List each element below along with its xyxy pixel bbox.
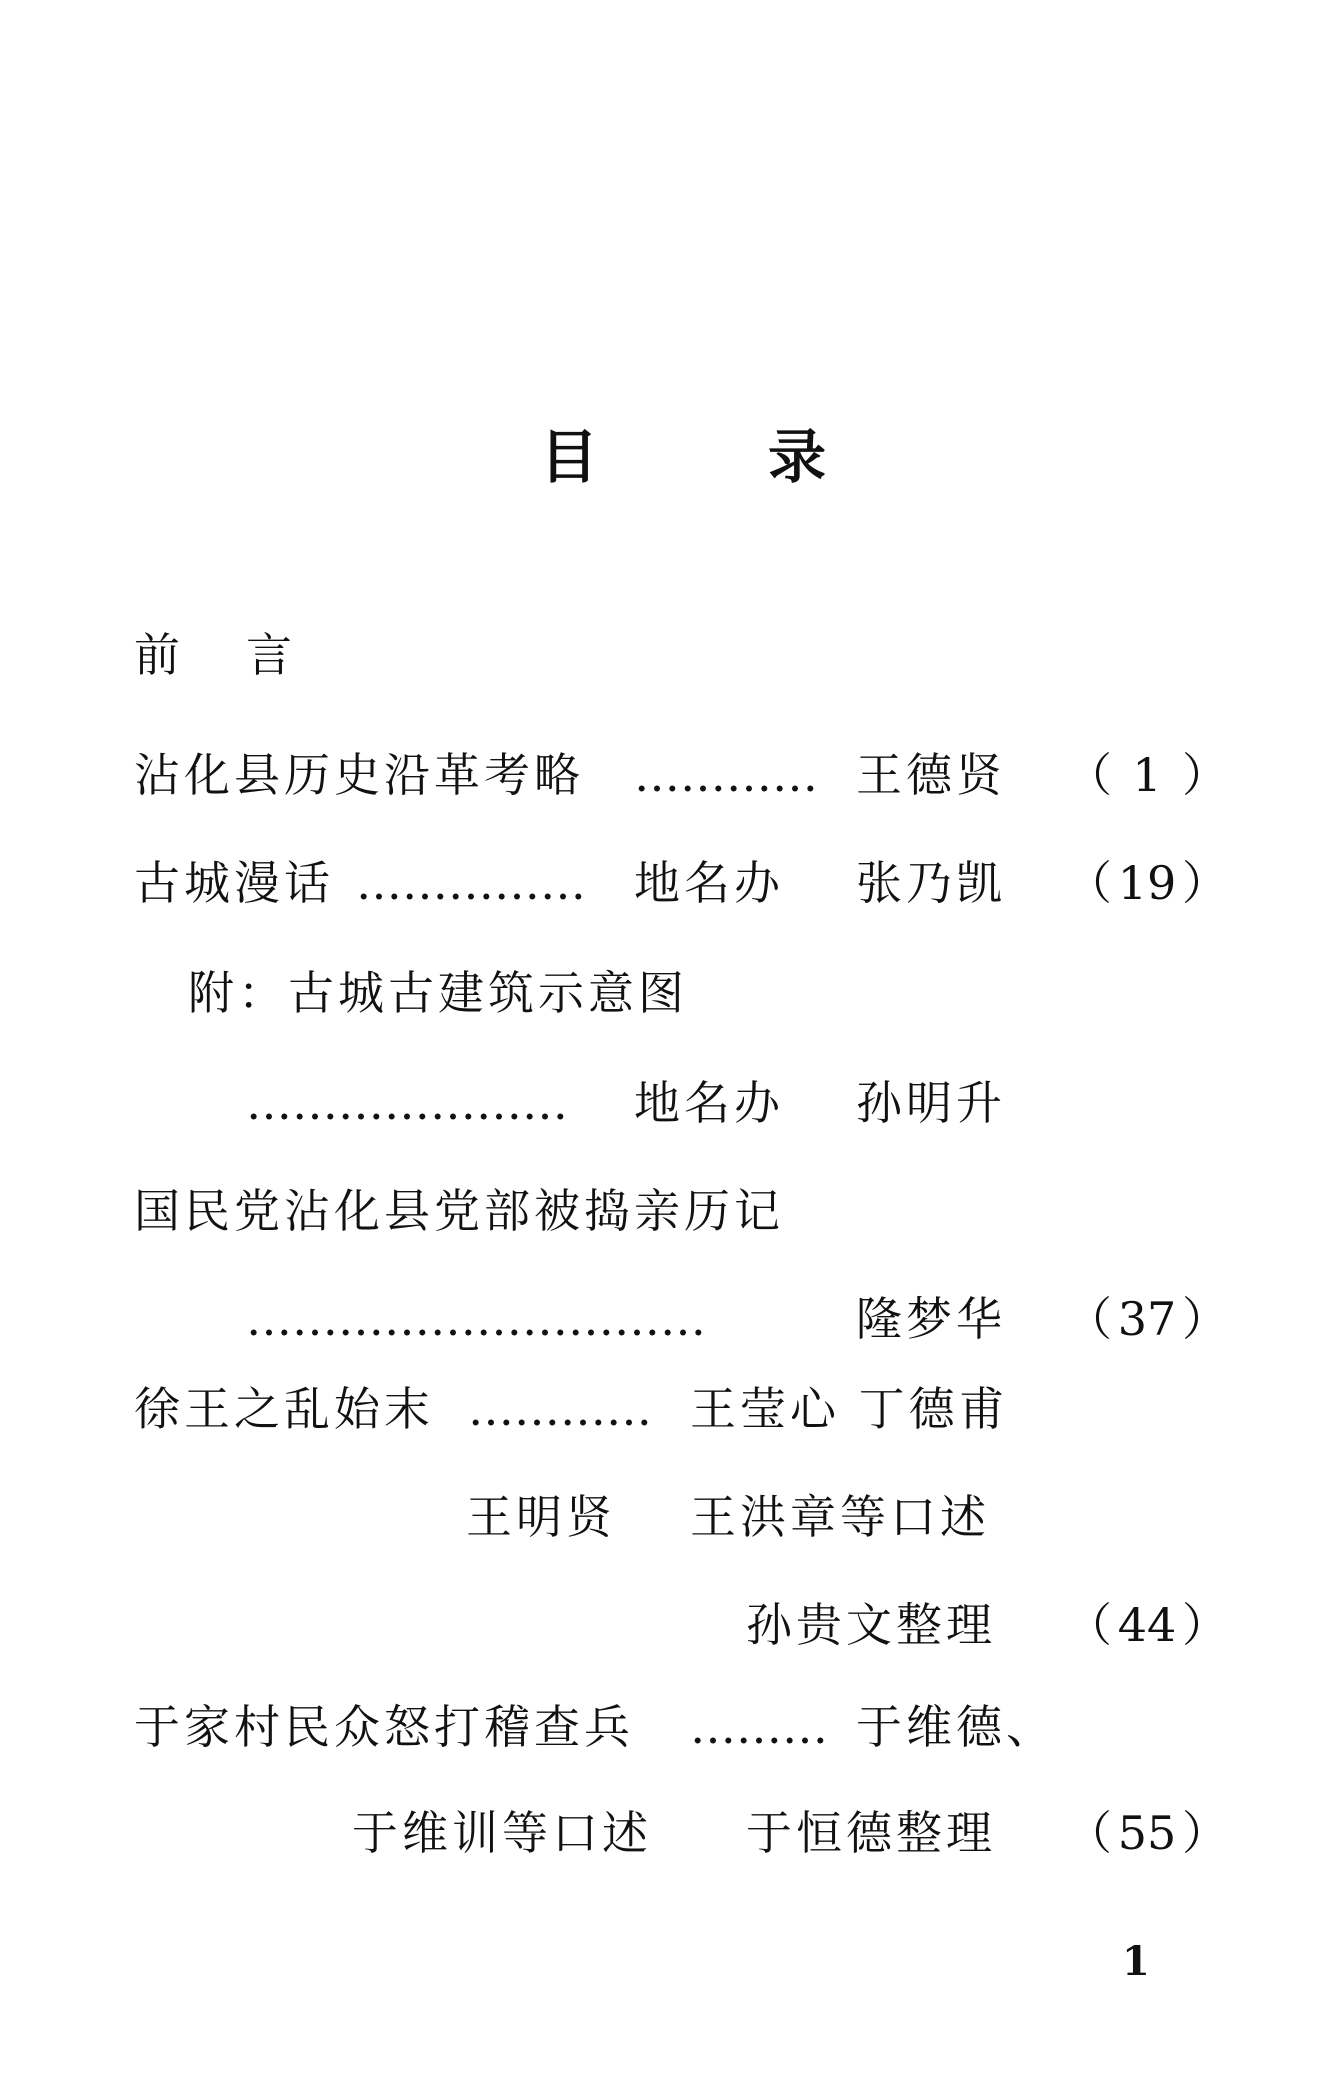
- toc-entry-page: （ 19 ）: [1066, 856, 1228, 910]
- toc-entry-title: 徐王之乱始末: [134, 1382, 434, 1436]
- toc-leader-dots: …………: [634, 748, 818, 802]
- toc-entry-author-org: 地名办: [634, 1076, 784, 1130]
- toc-entry-author: 王德贤: [856, 748, 1006, 802]
- toc-entry-page: （ 44 ）: [1066, 1598, 1228, 1652]
- toc-entry-5-title-line: [134, 1382, 1234, 1446]
- title-char-1: 目: [540, 423, 599, 491]
- toc-entry-author: 隆梦华: [856, 1292, 1006, 1346]
- toc-entry-4-title-line: [134, 1184, 1134, 1248]
- preface-char-1: 前: [134, 628, 184, 682]
- toc-entry-title: 于家村民众怒打稽查兵: [134, 1700, 634, 1754]
- toc-entry-page: （ 37 ）: [1066, 1292, 1228, 1346]
- toc-entry-4-author-line: [246, 1292, 1246, 1356]
- toc-entry-5-author-line-2: [466, 1490, 1266, 1554]
- toc-entry-author: 王明贤: [466, 1490, 616, 1544]
- toc-entry-5-author-line-3: [746, 1598, 1306, 1662]
- toc-entry-author: 于维德、: [856, 1700, 1056, 1754]
- toc-entry-2: [134, 856, 1234, 920]
- toc-entry-page: （ 55 ）: [1066, 1806, 1228, 1860]
- toc-entry-author: 于维训等口述: [352, 1806, 652, 1860]
- toc-entry-3-author-line: [246, 1076, 1246, 1140]
- toc-entry-6-author-line-2: [352, 1806, 1292, 1870]
- toc-leader-dots: …………………………: [246, 1292, 706, 1346]
- toc-entry-title: 附：古城古建筑示意图: [188, 966, 688, 1020]
- toc-entry-author-org: 地名办: [634, 856, 784, 910]
- toc-entry-editor: 于恒德整理: [746, 1806, 996, 1860]
- toc-entry-title: 国民党沾化县党部被捣亲历记: [134, 1184, 784, 1238]
- toc-entry-author: 王莹心 丁德甫: [690, 1382, 1009, 1436]
- toc-leader-dots: …………………: [246, 1076, 568, 1130]
- page-number: 1: [1122, 1938, 1150, 1985]
- toc-leader-dots: …………: [468, 1382, 652, 1436]
- toc-entry-author: 孙明升: [856, 1076, 1006, 1130]
- preface-char-2: 言: [246, 628, 296, 682]
- toc-entry-1: [134, 748, 1234, 812]
- toc-entry-author: 张乃凯: [856, 856, 1006, 910]
- toc-entry-6-title-line: [134, 1700, 1234, 1764]
- toc-entry-title: 沾化县历史沿革考略: [134, 748, 584, 802]
- toc-leader-dots: ……………: [356, 856, 586, 910]
- toc-entry-page: （ 1 ）: [1066, 748, 1228, 802]
- toc-entry-author: 王洪章等口述: [690, 1490, 990, 1544]
- toc-entry-3-title-line: [188, 966, 1188, 1030]
- title-char-2: 录: [768, 423, 827, 491]
- toc-entry-title: 古城漫话: [134, 856, 334, 910]
- toc-entry-editor: 孙贵文整理: [746, 1598, 996, 1652]
- toc-leader-dots: ………: [690, 1700, 828, 1754]
